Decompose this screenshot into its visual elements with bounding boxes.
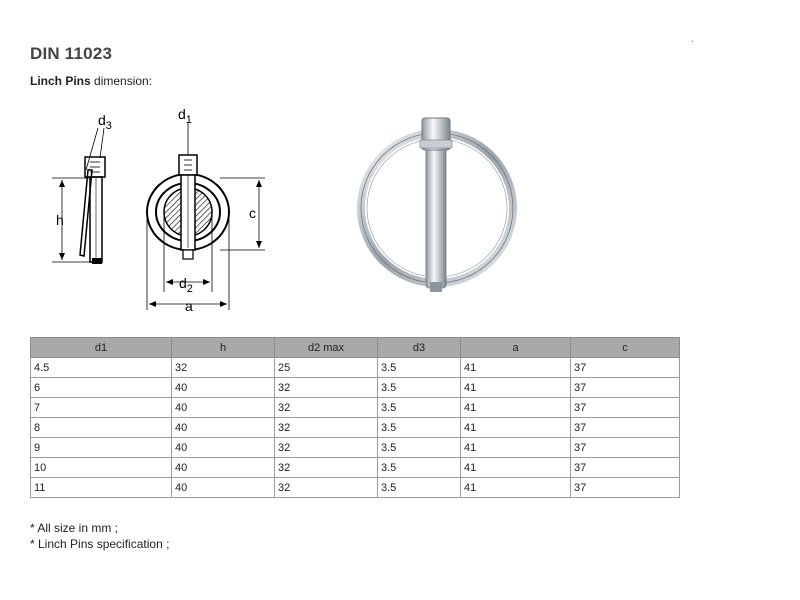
- corner-mark: ´: [691, 40, 695, 51]
- table-cell: 40: [172, 458, 275, 478]
- table-cell: 37: [571, 358, 680, 378]
- table-cell: 37: [571, 398, 680, 418]
- table-cell: 32: [275, 418, 378, 438]
- table-cell: 3.5: [378, 398, 461, 418]
- table-cell: 32: [275, 398, 378, 418]
- table-cell: 37: [571, 478, 680, 498]
- table-cell: 9: [31, 438, 172, 458]
- table-cell: 40: [172, 398, 275, 418]
- table-cell: 7: [31, 398, 172, 418]
- dimensions-table: [30, 337, 680, 498]
- table-cell: 8: [31, 418, 172, 438]
- subtitle-rest: dimension:: [90, 74, 153, 88]
- column-header: c: [571, 338, 680, 358]
- table-cell: 40: [172, 438, 275, 458]
- table-cell: 37: [571, 378, 680, 398]
- table-cell: 40: [172, 378, 275, 398]
- column-header: d3: [378, 338, 461, 358]
- table-cell: 6: [31, 378, 172, 398]
- table-cell: 41: [461, 438, 571, 458]
- table-cell: 11: [31, 478, 172, 498]
- table-cell: 41: [461, 458, 571, 478]
- table-cell: 37: [571, 438, 680, 458]
- table-cell: 40: [172, 478, 275, 498]
- table-cell: 40: [172, 418, 275, 438]
- table-cell: 41: [461, 478, 571, 498]
- table-cell: 3.5: [378, 458, 461, 478]
- subtitle-bold: Linch Pins: [30, 74, 91, 88]
- table-cell: 41: [461, 378, 571, 398]
- table-cell: 32: [172, 358, 275, 378]
- table-cell: 3.5: [378, 358, 461, 378]
- label-d2: $d_2$: [179, 275, 193, 295]
- table-cell: 3.5: [378, 378, 461, 398]
- technical-drawing: [40, 100, 280, 315]
- column-header: h: [172, 338, 275, 358]
- label-c: c: [249, 205, 256, 221]
- table-row: [31, 458, 680, 478]
- label-h: h: [56, 212, 64, 228]
- linch-pin-photo: [350, 110, 525, 300]
- table-cell: 41: [461, 398, 571, 418]
- table-cell: 3.5: [378, 478, 461, 498]
- table-cell: 37: [571, 458, 680, 478]
- label-d3: $d_3$: [98, 112, 112, 132]
- column-header: a: [461, 338, 571, 358]
- table-cell: 41: [461, 358, 571, 378]
- table-row: [31, 358, 680, 378]
- front-view: [147, 122, 265, 310]
- page-title: DIN 11023: [30, 44, 113, 63]
- label-a: a: [185, 298, 193, 314]
- note-specification: * Linch Pins specification ;: [30, 537, 170, 551]
- table-cell: 32: [275, 378, 378, 398]
- table-cell: 10: [31, 458, 172, 478]
- table-row: [31, 398, 680, 418]
- column-header: d1: [31, 338, 172, 358]
- table-cell: 32: [275, 478, 378, 498]
- note-units: * All size in mm ;: [30, 521, 119, 535]
- table-cell: 4.5: [31, 358, 172, 378]
- table-cell: 32: [275, 438, 378, 458]
- page-subtitle: [30, 74, 152, 88]
- table-cell: 32: [275, 458, 378, 478]
- side-view: [52, 128, 105, 264]
- table-cell: 25: [275, 358, 378, 378]
- table-row: [31, 438, 680, 458]
- table-row: [31, 478, 680, 498]
- column-header: d2 max: [275, 338, 378, 358]
- table-cell: 37: [571, 418, 680, 438]
- table-cell: 3.5: [378, 418, 461, 438]
- table-row: [31, 378, 680, 398]
- table-header-row: [31, 338, 680, 358]
- table-cell: 41: [461, 418, 571, 438]
- table-row: [31, 418, 680, 438]
- label-d1: $d_1$: [178, 106, 192, 126]
- table-cell: 3.5: [378, 438, 461, 458]
